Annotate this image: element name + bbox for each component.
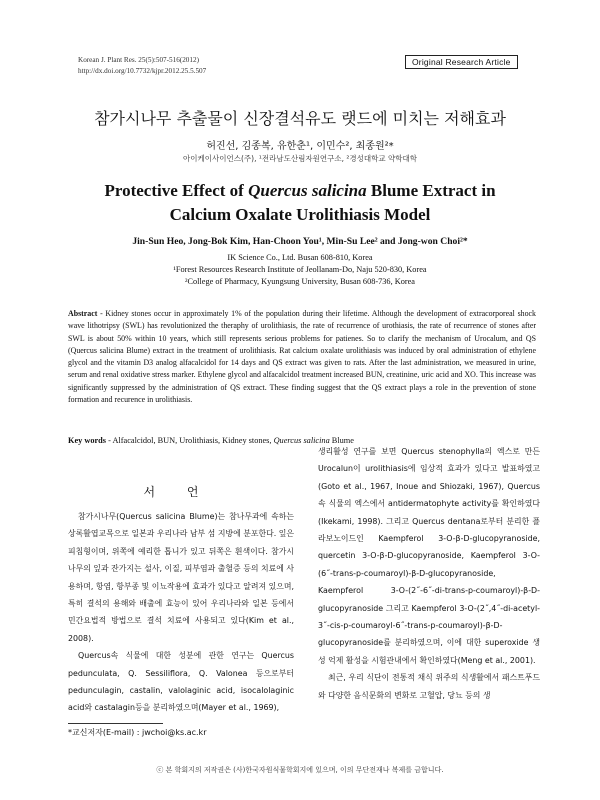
right-paragraph-0: 생리활성 연구를 보면 Quercus stenophylla의 엑스로 만든 Urocalun이 urolithiasis에 임상적 효과가 있다고 발표하였고(Goto et al., 1967, Inoue and Shiozaki, 1967), Quercus속 식물의 엑스에서 antidermatophyte activity를 확인하였다(Ikekami, 1998). 그리고 Quercus dentana로부터 분리한 플라보노이드인 Kaempferol 3-O-β-D-glucopyranoside, quercetin 3-O-β-D-glucopyranoside, Kaempferol 3-O-(6˝-trans-p-coumaroyl)-β-D-glucopyranoside, Kaempferol 3-O-(2˝-6˝-di-trans-p-coumaroyl)-β-D-glucopyranoside 그리고 Kaempferol 3-O-(2˝,4˝-di-acetyl-3˝-cis-p-coumaroyl-6˝-trans-p-coumaroyl)-β-D-glucopyranoside를 분리하였으며, 이에 대한 superoxide 생성 억제 활성을 시험관내에서 확인하였다(Meng et al., 2001). — [318, 447, 540, 665]
article-type-badge: Original Research Article — [405, 55, 518, 69]
copyright-footer: ⓒ 본 학회지의 저작권은 (사)한국자원식물학회지에 있으며, 이의 무단전재나 복제를 금합니다. — [156, 766, 444, 774]
right-column — [318, 443, 540, 704]
korean-affiliations: 아이케이사이언스(주), ¹전라남도산림자원연구소, ²경성대학교 약학대학 — [183, 154, 417, 163]
keywords — [68, 436, 354, 445]
korean-authors: 허진선, 김종복, 유한춘¹, 이민수², 최종원²* — [206, 141, 394, 152]
corresponding-author-email: *교신저자(E-mail) : jwchoi@ks.ac.kr — [68, 728, 207, 737]
keywords-text: - Alfacalcidol, BUN, Urolithiasis, Kidney stones, — [106, 436, 274, 445]
journal-citation: Korean J. Plant Res. 25(5):507-516(2012) — [78, 56, 199, 64]
english-affiliations — [0, 252, 600, 288]
left-paragraph-0: 참가시나무(Quercus salicina Blume)는 참나무과에 속하는 상록활엽교목으로 일본과 우리나라 남부 섬 지방에 분포한다. 잎은 피침형이며, 위쪽에 예리한 톱니가 있고 뒤쪽은 흰색이다. 참가시나무의 잎과 잔가지는 설사, 이질, 피부염과 출혈증 등의 치료에 사용하며, 항염, 항부종 및 이뇨작용에 효과가 있다고 알려져 있으며, 특히 결석의 용해와 배출에 효능이 있어 우리나라와 일본 등에서 민간요법적 방법으로 결석 치료에 사용되고 있다(Kim et al., 2008). — [68, 512, 294, 643]
keywords-species: Quercus salicina — [273, 436, 330, 445]
title-part-1: Protective Effect of — [104, 181, 249, 200]
left-paragraph-1: Quercus속 식물에 대한 성분에 관한 연구는 Quercus pedunculata, Q. Sessiliflora, Q. Valonea 등으로부터 pedunculagin, castalin, valolaginic acid, isocalolaginic acid와 castalagin등을 분리하였으며(Mayer et al., 1969), — [68, 651, 294, 713]
keywords-post: Blume — [329, 436, 354, 445]
english-title — [0, 179, 600, 227]
affiliation-0: IK Science Co., Ltd. Busan 608-810, Korea — [227, 253, 373, 262]
footnote-divider — [68, 723, 163, 724]
keywords-label: Key words — [68, 436, 107, 445]
right-paragraph-1: 최근, 우리 식단이 전통적 채식 위주의 식생활에서 패스트푸드와 다양한 음식문화의 변화로 고혈압, 당뇨 등의 생 — [318, 673, 540, 700]
title-line-2: Calcium Oxalate Urolithiasis Model — [169, 205, 431, 224]
left-column — [68, 508, 294, 717]
journal-header — [78, 55, 206, 77]
abstract-text: - Kidney stones occur in approximately 1% of the population during their lifetime. Although the development of extracorporeal shock wave lithotripsy (SWL) has revolutionized the theraphy of urolithiasis, the rate of recurrence of urothiasis, the rate of recurrence of stones after SWL is about 50% within 10 years, which still represents serious problems for patienes. So to clarify the mechanism of Urocalum, and QS (Quercus salicina Blume) extract in the treatment of urolithiasis. Rat calcium oxalate urolithiasis was induced by oral administration of ethylene glycol and the vitamin D3 analog alfacalcidol for 14 days and QS extract was given to rats. After the last administration, we measured in urine, serum and renal oxidative stress marker. Ethylene glycol and alfacalcidol treatment increased BUN, creatinine, uric acid and XO. This increase was significantly suppressed by the administration of QS extract. These finding suggest that the QS extract plays a role in the prevention of stone formation and recurence in urolithiasis. — [68, 309, 536, 405]
english-authors: Jin-Sun Heo, Jong-Bok Kim, Han-Choon You¹, Min-Su Lee² and Jong-won Choi²* — [132, 236, 468, 247]
affiliation-2: ²College of Pharmacy, Kyungsung University, Busan 608-736, Korea — [185, 277, 415, 286]
title-part-2: Blume Extract in — [366, 181, 496, 200]
title-species: Quercus salicina — [248, 181, 367, 200]
section-heading-introduction: 서 언 — [143, 485, 213, 499]
affiliation-1: ¹Forest Resources Research Institute of Jeollanam-Do, Naju 520-830, Korea — [173, 265, 427, 274]
abstract-label: Abstract — [68, 309, 98, 318]
korean-title: 참가시나무 추출물이 신장결석유도 랫드에 미치는 저해효과 — [94, 109, 506, 128]
abstract — [68, 308, 536, 406]
doi-link[interactable]: http://dx.doi.org/10.7732/kjpr.2012.25.5.507 — [78, 67, 207, 75]
